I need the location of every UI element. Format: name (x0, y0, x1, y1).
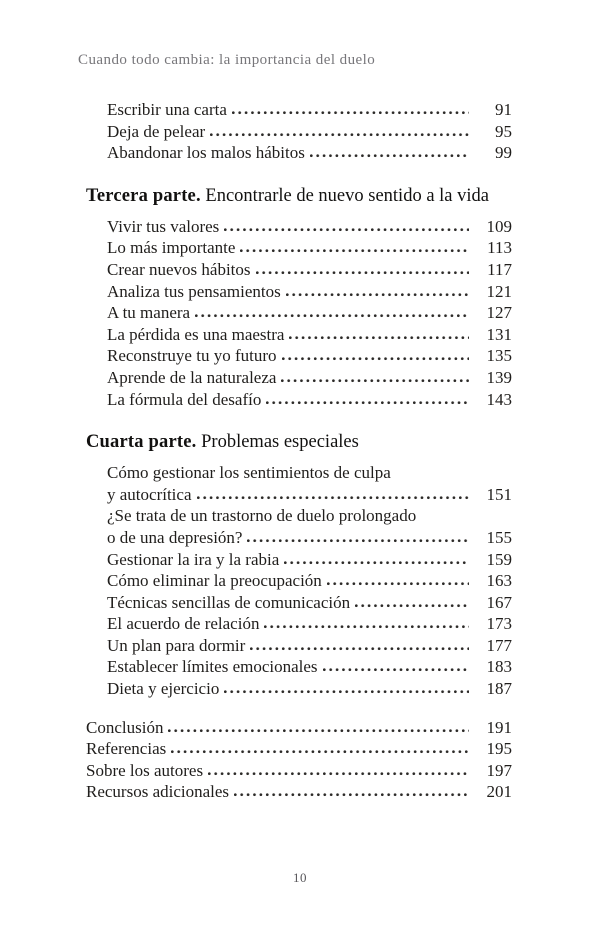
entry-title: y autocrítica (107, 484, 192, 504)
part-label: Cuarta parte. (86, 432, 197, 453)
entry-row (107, 549, 512, 571)
entry-title: La pérdida es una maestra (107, 324, 285, 344)
toc-entry (86, 781, 512, 803)
toc-entry (107, 324, 512, 346)
entry-title: Deja de pelear (107, 121, 206, 141)
toc-entry (107, 549, 512, 571)
running-head: Cuando todo cambia: la importancia del duelo (78, 52, 376, 68)
toc-entry (107, 345, 512, 367)
toc-entry (107, 570, 512, 592)
toc-entry (107, 121, 512, 143)
dot-leader (224, 227, 469, 232)
entry-row (107, 302, 512, 324)
dot-leader (232, 110, 469, 115)
entry-line-wrapped: ¿Se trata de un trastorno de duelo prolongado (107, 506, 417, 526)
toc-entry (86, 760, 512, 782)
dot-leader (284, 560, 469, 565)
part-title: Problemas especiales (196, 432, 359, 453)
entry-title: El acuerdo de relación (107, 614, 260, 634)
entry-page-number: 173 (486, 614, 512, 634)
toc-section (86, 430, 512, 700)
entry-page-number: 187 (486, 679, 512, 699)
entry-row (86, 717, 512, 739)
entry-page-number: 121 (486, 281, 512, 301)
toc-entry (107, 678, 512, 700)
entry-title: Dieta y ejercicio (107, 679, 220, 699)
entry-page-number: 167 (486, 592, 512, 612)
entry-row (107, 121, 512, 143)
entry-row (107, 281, 512, 303)
entry-title: Sobre los autores (86, 760, 204, 780)
entry-list (86, 717, 512, 803)
entry-line-wrapped: Cómo gestionar los sentimientos de culpa (107, 463, 391, 483)
dot-leader (264, 624, 469, 629)
dot-leader (210, 132, 469, 137)
page-number: 10 (293, 870, 307, 885)
toc-entry (107, 142, 512, 164)
entry-page-number: 177 (486, 635, 512, 655)
dot-leader (208, 771, 469, 776)
dot-leader (310, 153, 469, 158)
dot-leader (234, 792, 469, 797)
entry-page-number: 91 (495, 100, 512, 119)
dot-leader (250, 646, 469, 651)
entry-title: Establecer límites emocionales (107, 657, 318, 677)
entry-list (86, 462, 512, 700)
toc-entry (86, 738, 512, 760)
entry-row (86, 738, 512, 760)
entry-page-number: 135 (486, 346, 512, 366)
toc-section (86, 99, 512, 164)
dot-leader (355, 603, 469, 608)
toc-entry (107, 656, 512, 678)
entry-title: Aprende de la naturaleza (107, 367, 277, 387)
entry-page-number: 117 (487, 259, 512, 279)
entry-page-number: 139 (486, 367, 512, 387)
entry-page-number: 131 (486, 324, 512, 344)
entry-row (107, 142, 512, 164)
entry-title: Abandonar los malos hábitos (107, 143, 305, 163)
entry-row (107, 389, 512, 411)
dot-leader (323, 667, 469, 672)
toc-entry (107, 216, 512, 238)
entry-title: Crear nuevos hábitos (107, 259, 251, 279)
toc-entry (107, 281, 512, 303)
toc-entry (107, 389, 512, 411)
toc-entry (86, 717, 512, 739)
entry-row (86, 760, 512, 782)
entry-title: La fórmula del desafío (107, 389, 262, 409)
entry-row (107, 99, 512, 121)
entry-row (107, 656, 512, 678)
entry-title: Conclusión (86, 717, 164, 737)
toc-entry (107, 367, 512, 389)
entry-page-number: 183 (486, 657, 512, 677)
dot-leader (224, 689, 469, 694)
entry-row (107, 592, 512, 614)
entry-page-number: 99 (495, 143, 512, 163)
entry-title: A tu manera (107, 303, 191, 323)
entry-row (107, 345, 512, 367)
dot-leader (168, 728, 469, 733)
entry-page-number: 113 (487, 238, 512, 258)
dot-leader (240, 248, 469, 253)
part-label: Tercera parte. (86, 185, 201, 206)
entry-title: Analiza tus pensamientos (107, 281, 281, 301)
entry-page-number: 159 (486, 549, 512, 569)
toc-entry (107, 613, 512, 635)
entry-list (86, 99, 512, 164)
entry-title: Un plan para dormir (107, 635, 246, 655)
entry-title: Técnicas sencillas de comunicación (107, 592, 351, 612)
part-heading (86, 430, 512, 455)
part-heading (86, 184, 512, 209)
dot-leader (281, 378, 469, 383)
entry-row (107, 570, 512, 592)
entry-title: o de una depresión? (107, 527, 243, 547)
toc-entry (107, 592, 512, 614)
entry-page-number: 127 (486, 303, 512, 323)
dot-leader (247, 538, 469, 543)
dot-leader (286, 292, 469, 297)
entry-page-number: 197 (486, 760, 512, 780)
entry-title: Gestionar la ira y la rabia (107, 549, 280, 569)
toc-section (86, 717, 512, 803)
entry-page-number: 155 (486, 527, 512, 547)
entry-title: Referencias (86, 739, 167, 759)
dot-leader (282, 356, 470, 361)
entry-page-number: 143 (486, 389, 512, 409)
part-title: Encontrarle de nuevo sentido a la vida (200, 185, 489, 206)
dot-leader (266, 400, 469, 405)
entry-row (107, 527, 512, 549)
table-of-contents (86, 99, 512, 803)
toc-entry (107, 259, 512, 281)
entry-row (86, 781, 512, 803)
entry-title: Vivir tus valores (107, 216, 220, 236)
entry-page-number: 109 (486, 216, 512, 236)
entry-title: Lo más importante (107, 238, 236, 258)
entry-row (107, 367, 512, 389)
entry-row (107, 678, 512, 700)
entry-page-number: 195 (486, 739, 512, 759)
toc-entry (107, 462, 512, 505)
entry-row (107, 237, 512, 259)
entry-page-number: 151 (486, 484, 512, 504)
toc-entry (107, 505, 512, 548)
entry-title: Recursos adicionales (86, 782, 230, 802)
entry-page-number: 191 (486, 717, 512, 737)
entry-row (107, 613, 512, 635)
entry-row (107, 259, 512, 281)
entry-page-number: 201 (486, 782, 512, 802)
entry-title: Cómo eliminar la preocupación (107, 571, 322, 591)
entry-row (107, 484, 512, 506)
entry-title: Escribir una carta (107, 100, 227, 119)
dot-leader (289, 335, 469, 340)
entry-row (107, 216, 512, 238)
toc-entry (107, 635, 512, 657)
dot-leader (171, 749, 469, 754)
entry-row (107, 635, 512, 657)
dot-leader (195, 313, 469, 318)
entry-title: Reconstruye tu yo futuro (107, 346, 277, 366)
entry-row (107, 324, 512, 346)
entry-page-number: 163 (486, 571, 512, 591)
dot-leader (327, 581, 469, 586)
entry-list (86, 216, 512, 410)
toc-section (86, 184, 512, 410)
dot-leader (197, 495, 470, 500)
toc-entry (107, 99, 512, 121)
toc-entry (107, 302, 512, 324)
toc-entry (107, 237, 512, 259)
entry-page-number: 95 (495, 121, 512, 141)
dot-leader (256, 270, 469, 275)
